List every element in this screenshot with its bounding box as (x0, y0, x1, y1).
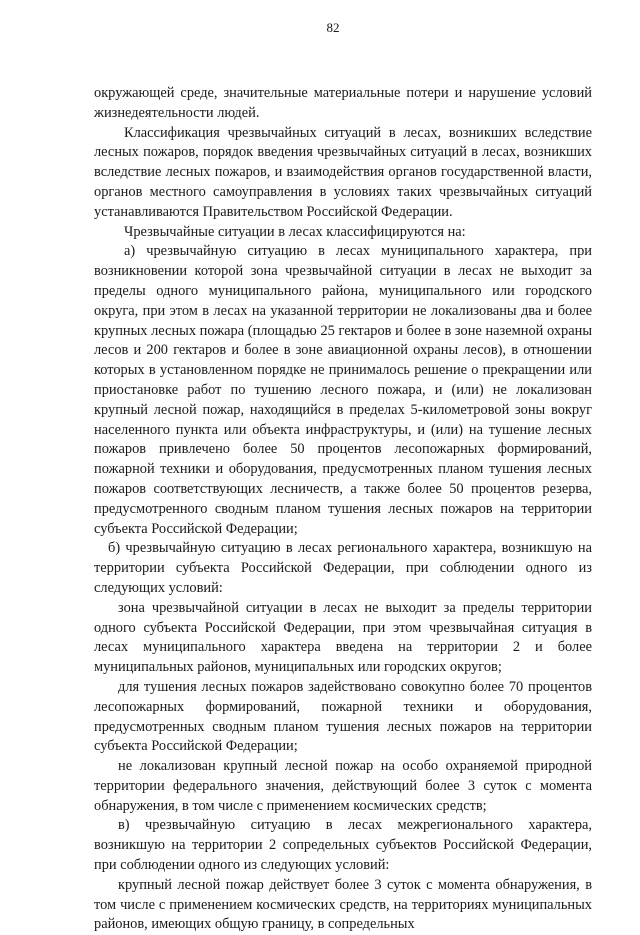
paragraph-item-a: а) чрезвычайную ситуацию в лесах муниципального характера, при возникновении которой зона чрезвычайной ситуации в лесах не выходит за пределы одного муниципального района, муниципального или городского округа, при этом в лесах на указанной территории не локализованы два и более крупных лесных пожара (площадью 25 гектаров и более в зоне наземной охраны лесов и 200 гектаров и более в зоне авиационной охраны лесов), в отношении которых в установленном порядке не принималось решение о прекращении или приостановке работ по тушению лесного пожара, и (или) не локализован крупный лесной пожар, находящийся в пределах 5-километровой зоны вокруг населенного пункта или объекта инфраструктуры, и (или) на тушение лесных пожаров привлечено более 50 процентов лесопожарных формирований, пожарной техники и оборудования, предусмотренных планом тушения лесных пожаров соответствующих лесничеств, а также более 50 процентов резерва, предусмотренного сводным планом тушения лесных пожаров на территории субъекта Российской Федерации; (94, 243, 592, 537)
paragraph-condition-2: для тушения лесных пожаров задействовано совокупно более 70 процентов лесопожарных формирований, пожарной техники и оборудования, предусмотренных сводным планом тушения лесных пожаров на территории субъекта Российской Федерации; (94, 678, 592, 755)
paragraph-item-b: б) чрезвычайную ситуацию в лесах регионального характера, возникшую на территории субъекта Российской Федерации, при соблюдении одного из следующих условий: (94, 540, 592, 596)
page-number: 82 (326, 20, 340, 35)
paragraph-continuation: окружающей среде, значительные материальные потери и нарушение условий жизнедеятельности людей. (94, 85, 592, 121)
paragraph-classification: Классификация чрезвычайных ситуаций в лесах, возникших вследствие лесных пожаров, порядок введения чрезвычайных ситуаций в лесах, возникших вследствие лесных пожаров, и взаимодействия органов государственной власти, органов местного самоуправления в условиях таких чрезвычайных ситуаций устанавливаются Правительством Российской Федерации. (94, 124, 592, 220)
paragraph-item-v: в) чрезвычайную ситуацию в лесах межрегионального характера, возникшую на территории 2 сопредельных субъектов Российской Федерации, при соблюдении одного из следующих условий: (94, 817, 592, 874)
paragraph-condition-3: не локализован крупный лесной пожар на особо охраняемой природной территории федерального значения, действующий более 3 суток с момента обнаружения, в том числе с применением космических средств; (94, 758, 592, 814)
paragraph-condition-1: зона чрезвычайной ситуации в лесах не выходит за пределы территории одного субъекта Российской Федерации, при этом чрезвычайная ситуация в лесах муниципального характера введена на территории 2 и более муниципальных районов, муниципальных или городских округов; (94, 599, 592, 676)
paragraph-condition-4: крупный лесной пожар действует более 3 суток с момента обнаружения, в том числе с применением космических средств, на территориях муниципальных районов, имеющих общую границу, в сопредельных (94, 876, 592, 933)
paragraph-classified-into: Чрезвычайные ситуации в лесах классифицируются на: (124, 223, 466, 240)
document-body (94, 84, 592, 935)
